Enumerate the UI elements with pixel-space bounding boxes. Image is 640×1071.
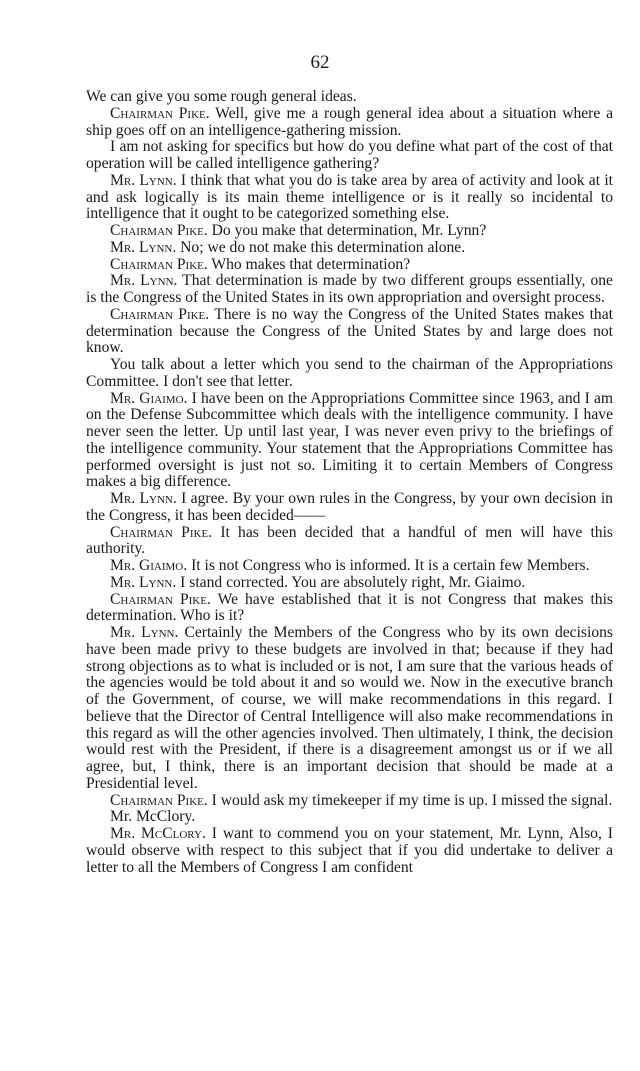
paragraph <box>86 592 613 626</box>
paragraph-text: I would ask my timekeeper if my time is up. I missed the signal. <box>211 791 613 809</box>
transcript-body <box>86 89 613 876</box>
paragraph <box>86 809 613 826</box>
speaker-name: Mr. Lynn. <box>110 490 177 507</box>
paragraph <box>86 525 613 559</box>
paragraph <box>86 106 613 140</box>
speaker-name: Mr. Lynn. <box>110 573 177 591</box>
paragraph-text: No; we do not make this determination alone. <box>180 238 466 256</box>
paragraph-text: You talk about a letter which you send to the chairman of the Appropriations Committee. I don't see that letter. <box>86 356 613 390</box>
speaker-name: Chairman Pike. <box>110 222 208 239</box>
speaker-name: Mr. McClory. <box>110 825 206 842</box>
paragraph <box>86 357 613 391</box>
speaker-name: Mr. Giaimo. <box>110 389 188 407</box>
speaker-name: Chairman Pike. <box>110 255 208 273</box>
speaker-name: Chairman Pike. <box>110 791 208 809</box>
paragraph-text: That determination is made by two different groups essentially, one is the Congress of the United States in its own appropriation and oversight process. <box>86 272 613 306</box>
page-number: 62 <box>310 52 330 73</box>
paragraph-text: We have established that it is not Congress that makes this determination. Who is it? <box>86 590 613 625</box>
paragraph-text: Who makes that determination? <box>211 255 411 273</box>
paragraph <box>86 257 613 274</box>
paragraph <box>86 307 613 357</box>
paragraph-text: I agree. By your own rules in the Congress, by your own decision in the Congress, it has been decided—— <box>86 490 613 524</box>
paragraph <box>86 139 613 173</box>
speaker-name: Chairman Pike. <box>110 523 213 541</box>
paragraph <box>86 240 613 257</box>
paragraph-text: I want to commend you on your statement, Mr. Lynn, Also, I would observe with respect to this subject that if you did undertake to deliver a letter to all the Members of Congress I am confident <box>86 825 613 876</box>
paragraph <box>86 173 613 223</box>
paragraph <box>86 558 613 575</box>
paragraph-text: It is not Congress who is informed. It is a certain few Members. <box>191 557 590 574</box>
speaker-name: Mr. Lynn. <box>110 624 179 641</box>
paragraph <box>86 625 613 793</box>
paragraph-text: I think that what you do is take area by area of activity and look at it and ask logically is its main theme intelligence or is it really so incidental to intelligence that it ought to be categorized something else. <box>86 171 613 223</box>
paragraph <box>86 826 613 876</box>
speaker-name: Mr. Lynn. <box>110 171 177 189</box>
paragraph <box>86 391 613 492</box>
paragraph <box>86 89 613 106</box>
paragraph-text: We can give you some rough general ideas. <box>86 88 357 105</box>
paragraph-text: Mr. McClory. <box>110 808 196 826</box>
paragraph <box>86 273 613 307</box>
paragraph-text: Certainly the Members of the Congress who by its own decisions have been made privy to these budgets are involved in that; because if they had strong objections as to what is included or is not, I am sure that the various heads of the agencies would be told about it and so would we. Now in the executive branch of the Government, of course, we will make recommendations in this regard. I believe that the Director of Central Intelligence will also make recommendations in this regard as will the other agencies involved. Then ultimately, I think, the decision would rest with the President, if there is a disagreement amongst us or if we all agree, but, I think, there is an important decision that should be made at a Presidential level. <box>86 624 613 792</box>
speaker-name: Chairman Pike. <box>110 305 210 323</box>
speaker-name: Mr. Lynn. <box>110 272 178 290</box>
paragraph-text: I am not asking for specifics but how do you define what part of the cost of that operation will be called intelligence gathering? <box>86 138 613 172</box>
paragraph <box>86 793 613 810</box>
paragraph-text: I have been on the Appropriations Committee since 1963, and I am on the Defense Subcommittee which deals with the intelligence community. I have never seen the letter. Up until last year, I was never even privy to the briefings of the intelligence community. Your statement that the Appropriations Committee has performed oversight is just not so. Limiting it to certain Members of Congress makes a big difference. <box>86 389 614 491</box>
speaker-name: Mr. Giaimo. <box>110 557 188 574</box>
paragraph <box>86 491 613 525</box>
paragraph-text: Do you make that determination, Mr. Lynn? <box>211 222 487 239</box>
speaker-name: Chairman Pike. <box>110 104 210 122</box>
paragraph-text: It has been decided that a handful of men will have this authority. <box>86 523 613 558</box>
speaker-name: Mr. Lynn. <box>110 238 177 256</box>
paragraph <box>86 575 613 592</box>
paragraph-text: Well, give me a rough general idea about a situation where a ship goes off on an intelligence-gathering mission. <box>86 104 613 139</box>
speaker-name: Chairman Pike. <box>110 590 211 608</box>
paragraph <box>86 223 613 240</box>
paragraph-text: I stand corrected. You are absolutely right, Mr. Giaimo. <box>180 573 526 591</box>
paragraph-text: There is no way the Congress of the United States makes that determination because the Congress of the United States by and large does not know. <box>86 305 613 357</box>
